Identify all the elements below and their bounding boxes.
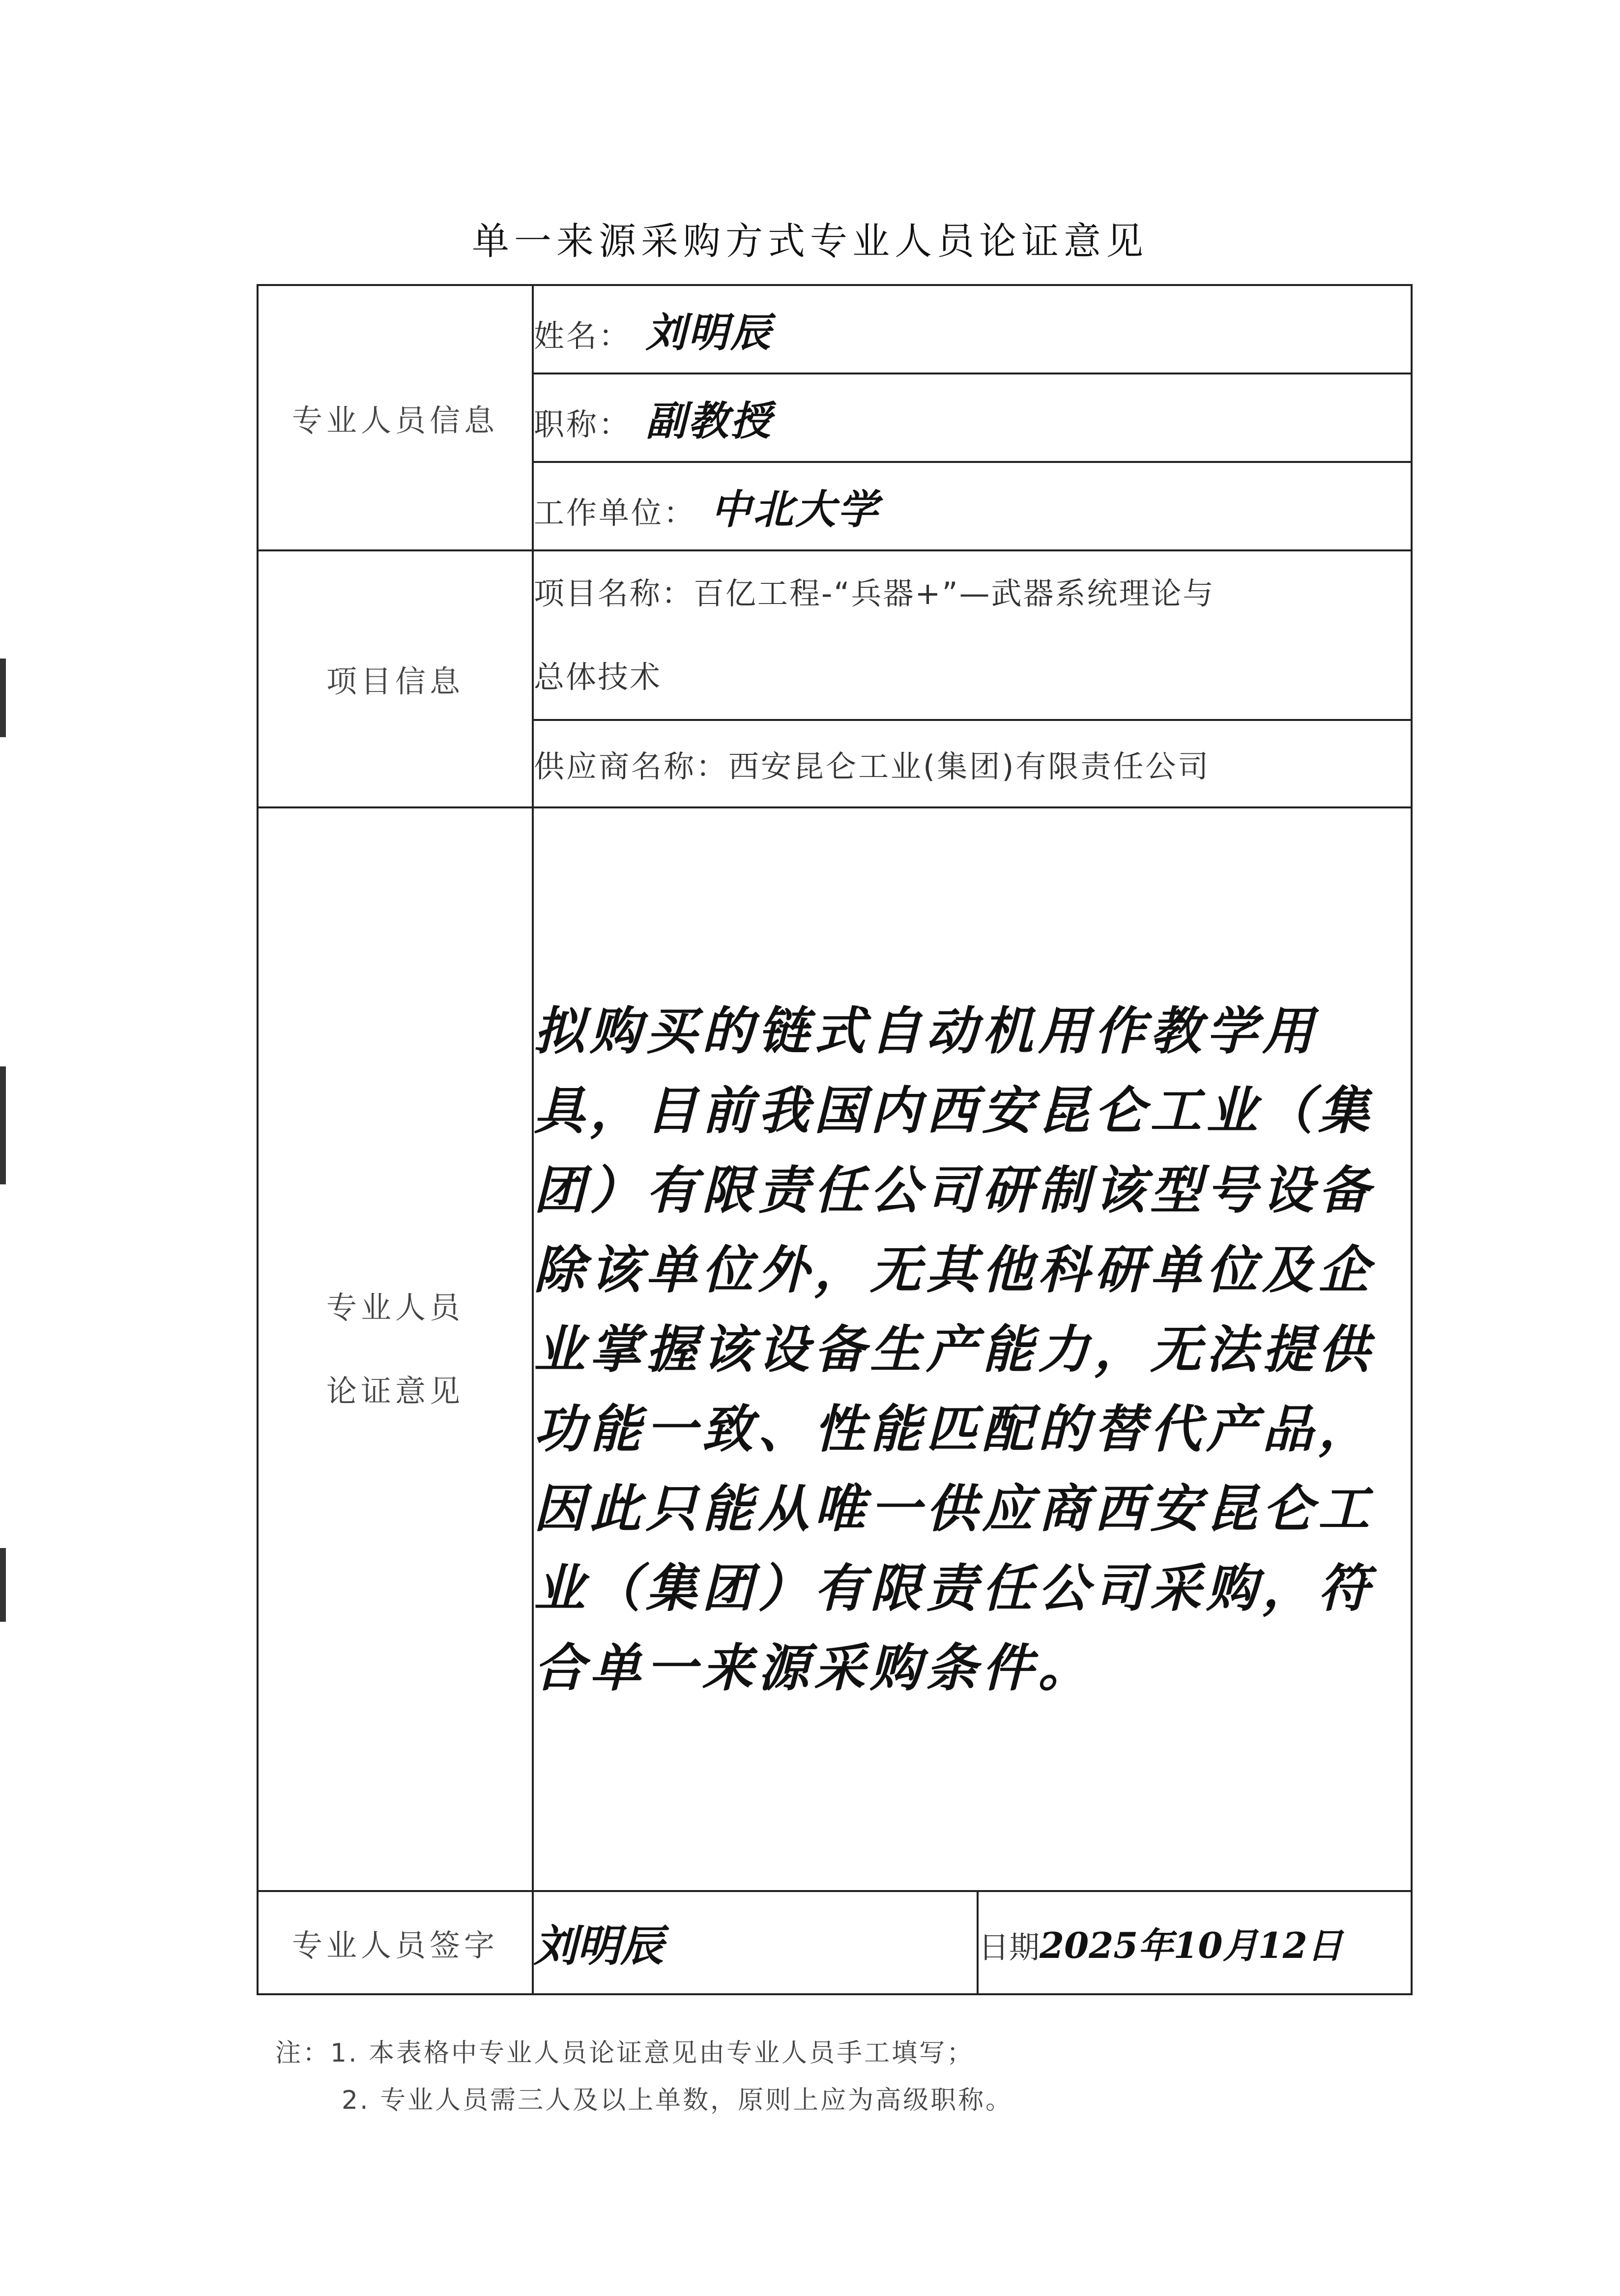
unit-value: 中北大学 <box>711 486 880 533</box>
footnote-2: 2. 专业人员需三人及以上单数，原则上应为高级职称。 <box>342 2086 1013 2115</box>
project-name-field <box>533 550 1412 720</box>
footnote-1: 注：1. 本表格中专业人员论证意见由专业人员手工填写； <box>275 2038 975 2068</box>
signature-row <box>258 1891 1412 1994</box>
signature-cell <box>533 1891 978 1994</box>
signature-label: 专业人员签字 <box>258 1891 533 1994</box>
opinion-text-cell <box>533 807 1412 1891</box>
unit-field <box>533 462 1412 550</box>
personnel-section-text: 专业人员信息 <box>291 402 498 438</box>
footnotes <box>275 2030 1013 2124</box>
supplier-field: 供应商名称：西安昆仑工业(集团)有限责任公司 <box>533 720 1412 807</box>
date-value: 2025年10月12日 <box>1040 1924 1343 1966</box>
argument-form-table <box>257 284 1413 1995</box>
project-name-line1: 项目名称：百亿工程-“兵器+”—武器系统理论与 <box>534 575 1215 611</box>
name-field <box>533 285 1412 373</box>
project-section-text: 项目信息 <box>326 663 464 699</box>
handwritten-opinion: 拟购买的链式自动机用作教学用具，目前我国内西安昆仑工业（集团）有限责任公司研制该型号设备除该单位外，无其他科研单位及企业掌握该设备生产能力，无法提供功能一致、性能匹配的替代产品，因此只能从唯一供应商西安昆仑工业（集团）有限责任公司采购，符合单一来源采购条件。 <box>534 1000 1375 1698</box>
project-name-line2: 总体技术 <box>534 659 662 695</box>
page-title: 单一来源采购方式专业人员论证意见 <box>472 219 1148 263</box>
rank-label: 职称： <box>534 406 632 442</box>
scan-margin-mark <box>0 1066 6 1184</box>
project-row <box>258 550 1412 720</box>
handwritten-signature: 刘明辰 <box>534 1920 664 1971</box>
opinion-section-label <box>258 807 533 1891</box>
opinion-label-line1: 专业人员 <box>326 1289 464 1325</box>
personnel-section-label <box>258 285 533 550</box>
date-label: 日期 <box>979 1929 1040 1965</box>
opinion-label-line2: 论证意见 <box>326 1373 464 1409</box>
name-value: 刘明辰 <box>646 309 773 356</box>
scan-margin-mark <box>0 659 6 737</box>
name-row <box>258 285 1412 373</box>
opinion-row <box>258 807 1412 1891</box>
name-label: 姓名： <box>534 317 632 354</box>
date-cell <box>978 1891 1412 1994</box>
rank-value: 副教授 <box>646 397 773 445</box>
rank-field <box>533 373 1412 462</box>
unit-label: 工作单位： <box>534 494 696 531</box>
project-section-label <box>258 550 533 807</box>
scan-margin-mark <box>0 1548 6 1622</box>
